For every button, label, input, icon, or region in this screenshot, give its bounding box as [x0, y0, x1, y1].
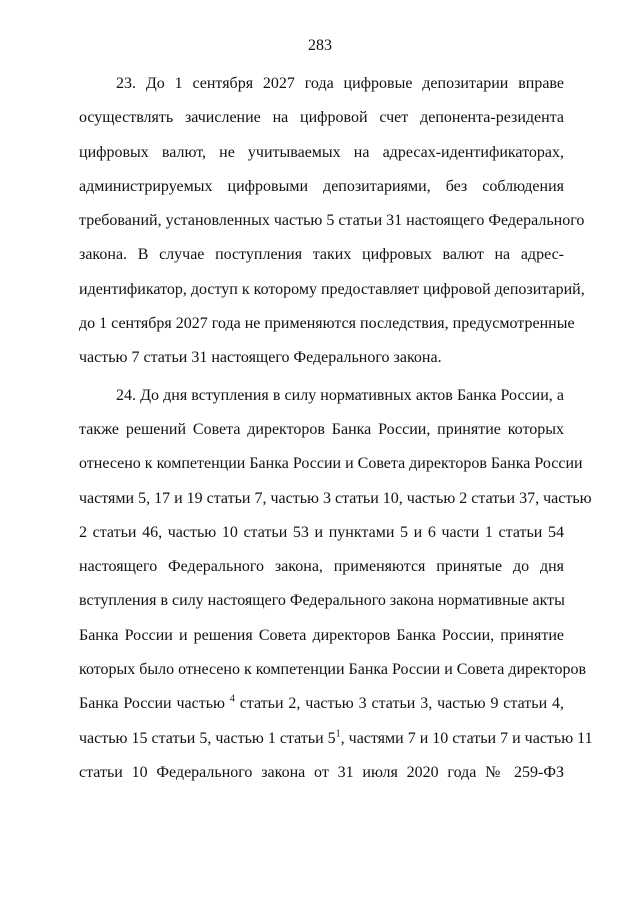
text-fragment: , частями 7 и 10 статьи 7 и частью 11: [340, 729, 593, 747]
text-line: требований, установленных частью 5 статьи 31 настоящего Федерального: [79, 212, 585, 230]
text-line-with-superscript: [79, 687, 564, 721]
text-line: также решений Совета директоров Банка России, принятие которых: [79, 420, 564, 438]
text-line: Банка России и решения Совета директоров Банка России, принятие: [79, 626, 564, 644]
text-line: идентификатор, доступ к которому предоставляет цифровой депозитарий,: [79, 280, 585, 298]
text-line: настоящего Федерального закона, применяются принятые до дня: [79, 558, 564, 576]
text-fragment: Банка России частью: [79, 695, 230, 713]
text-line: частью 7 статьи 31 настоящего Федерального закона.: [79, 349, 442, 367]
paragraph-23: [79, 67, 585, 376]
text-line: 24. До дня вступления в силу нормативных актов Банка России, а: [116, 386, 564, 404]
text-line: частями 5, 17 и 19 статьи 7, частью 3 статьи 10, частью 2 статьи 37, частью: [79, 489, 592, 507]
text-line: вступления в силу настоящего Федерального закона нормативные акты: [79, 592, 565, 610]
text-line: 23. До 1 сентября 2027 года цифровые депозитарии вправе: [116, 75, 564, 92]
text-line: администрируемых цифровыми депозитариями, без соблюдения: [79, 177, 564, 195]
text-fragment: частью 15 статьи 5, частью 1 статьи 5: [79, 729, 336, 747]
text-line: 2 статьи 46, частью 10 статьи 53 и пунктами 5 и 6 части 1 статьи 54: [79, 523, 564, 541]
superscript: 1: [335, 728, 341, 740]
superscript: 4: [229, 694, 235, 706]
text-line: до 1 сентября 2027 года не применяются последствия, предусмотренные: [79, 315, 575, 333]
text-line: осуществлять зачисление на цифровой счет депонента-резидента: [79, 109, 564, 127]
text-line: отнесено к компетенции Банка России и Совета директоров Банка России: [79, 455, 583, 473]
page-number: 283: [308, 37, 332, 54]
text-line: цифровых валют, не учитываемых на адресах-идентификаторах,: [79, 143, 564, 161]
text-line: которых было отнесено к компетенции Банка России и Совета директоров: [79, 661, 587, 679]
document-body: [79, 67, 593, 790]
paragraph-24: [79, 379, 593, 791]
text-fragment: статьи 2, частью 3 статьи 3, частью 9 статьи 4,: [234, 695, 565, 713]
text-line-with-superscript: [79, 722, 593, 756]
text-line: закона. В случае поступления таких цифровых валют на адрес-: [79, 246, 564, 264]
text-line: статьи 10 Федерального закона от 31 июля 2020 года № 259-ФЗ: [79, 763, 564, 781]
